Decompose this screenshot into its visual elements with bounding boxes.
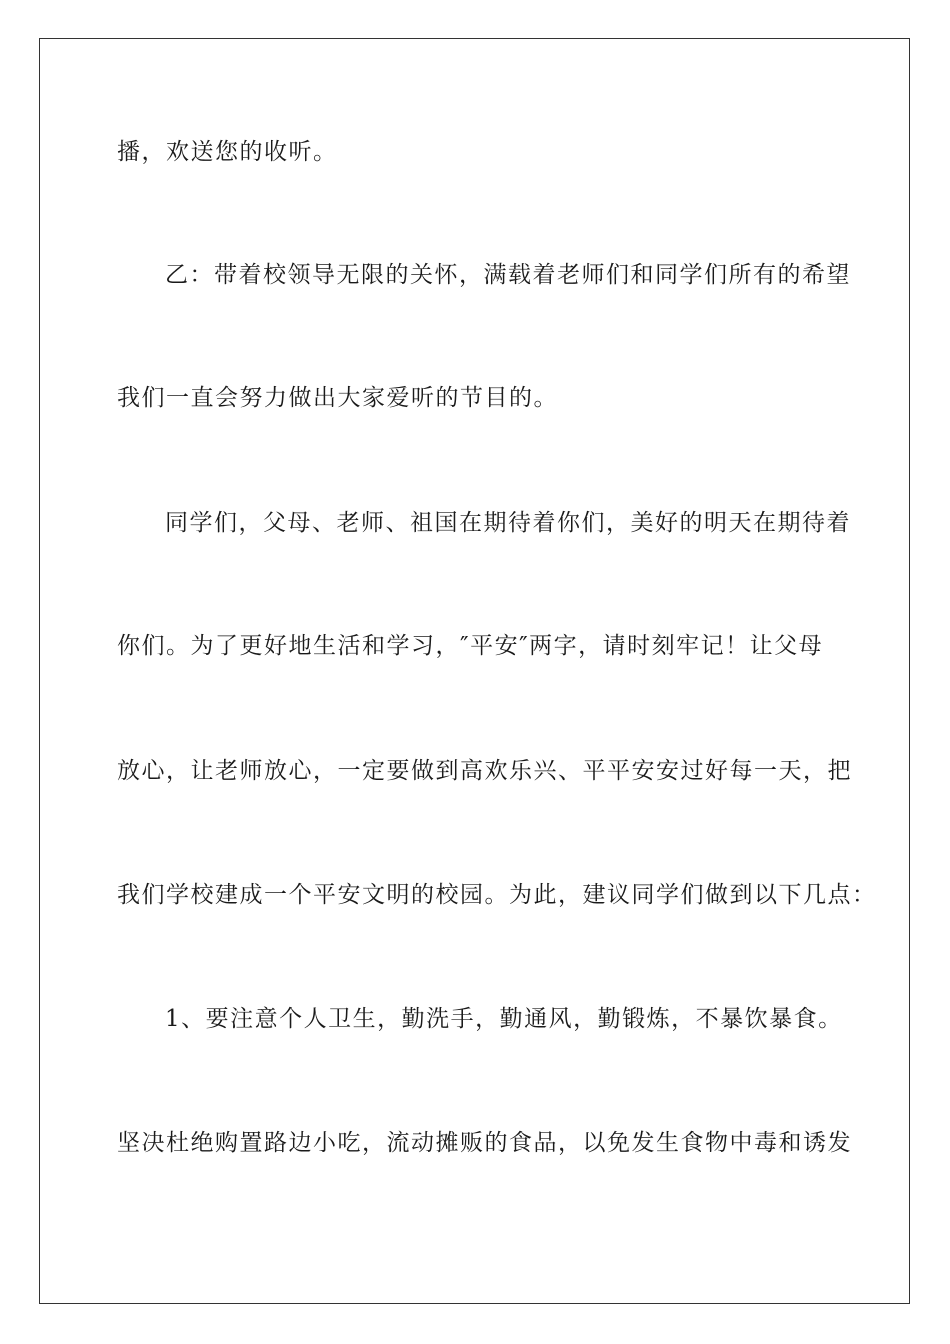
paragraph-line-7: 我们学校建成一个平安文明的校园。为此，建议同学们做到以下几点：: [117, 882, 877, 908]
paragraph-line-4: 同学们，父母、老师、祖国在期待着你们，美好的明天在期待着: [165, 510, 851, 536]
paragraph-line-3: 我们一直会努力做出大家爱听的节目的。: [117, 385, 558, 411]
paragraph-line-6: 放心，让老师放心，一定要做到高欢乐兴、平平安安过好每一天，把: [117, 758, 852, 784]
paragraph-line-1: 播，欢送您的收听。: [117, 139, 338, 165]
paragraph-line-5: 你们。为了更好地生活和学习，″平安″两字，请时刻牢记！让父母: [117, 633, 824, 659]
page-border: [39, 38, 910, 1304]
paragraph-line-9: 坚决杜绝购置路边小吃，流动摊贩的食品，以免发生食物中毒和诱发: [117, 1130, 852, 1156]
paragraph-line-2: 乙：带着校领导无限的关怀，满载着老师们和同学们所有的希望: [165, 262, 851, 288]
paragraph-line-8: 1、要注意个人卫生，勤洗手，勤通风，勤锻炼，不暴饮暴食。: [165, 1006, 843, 1032]
